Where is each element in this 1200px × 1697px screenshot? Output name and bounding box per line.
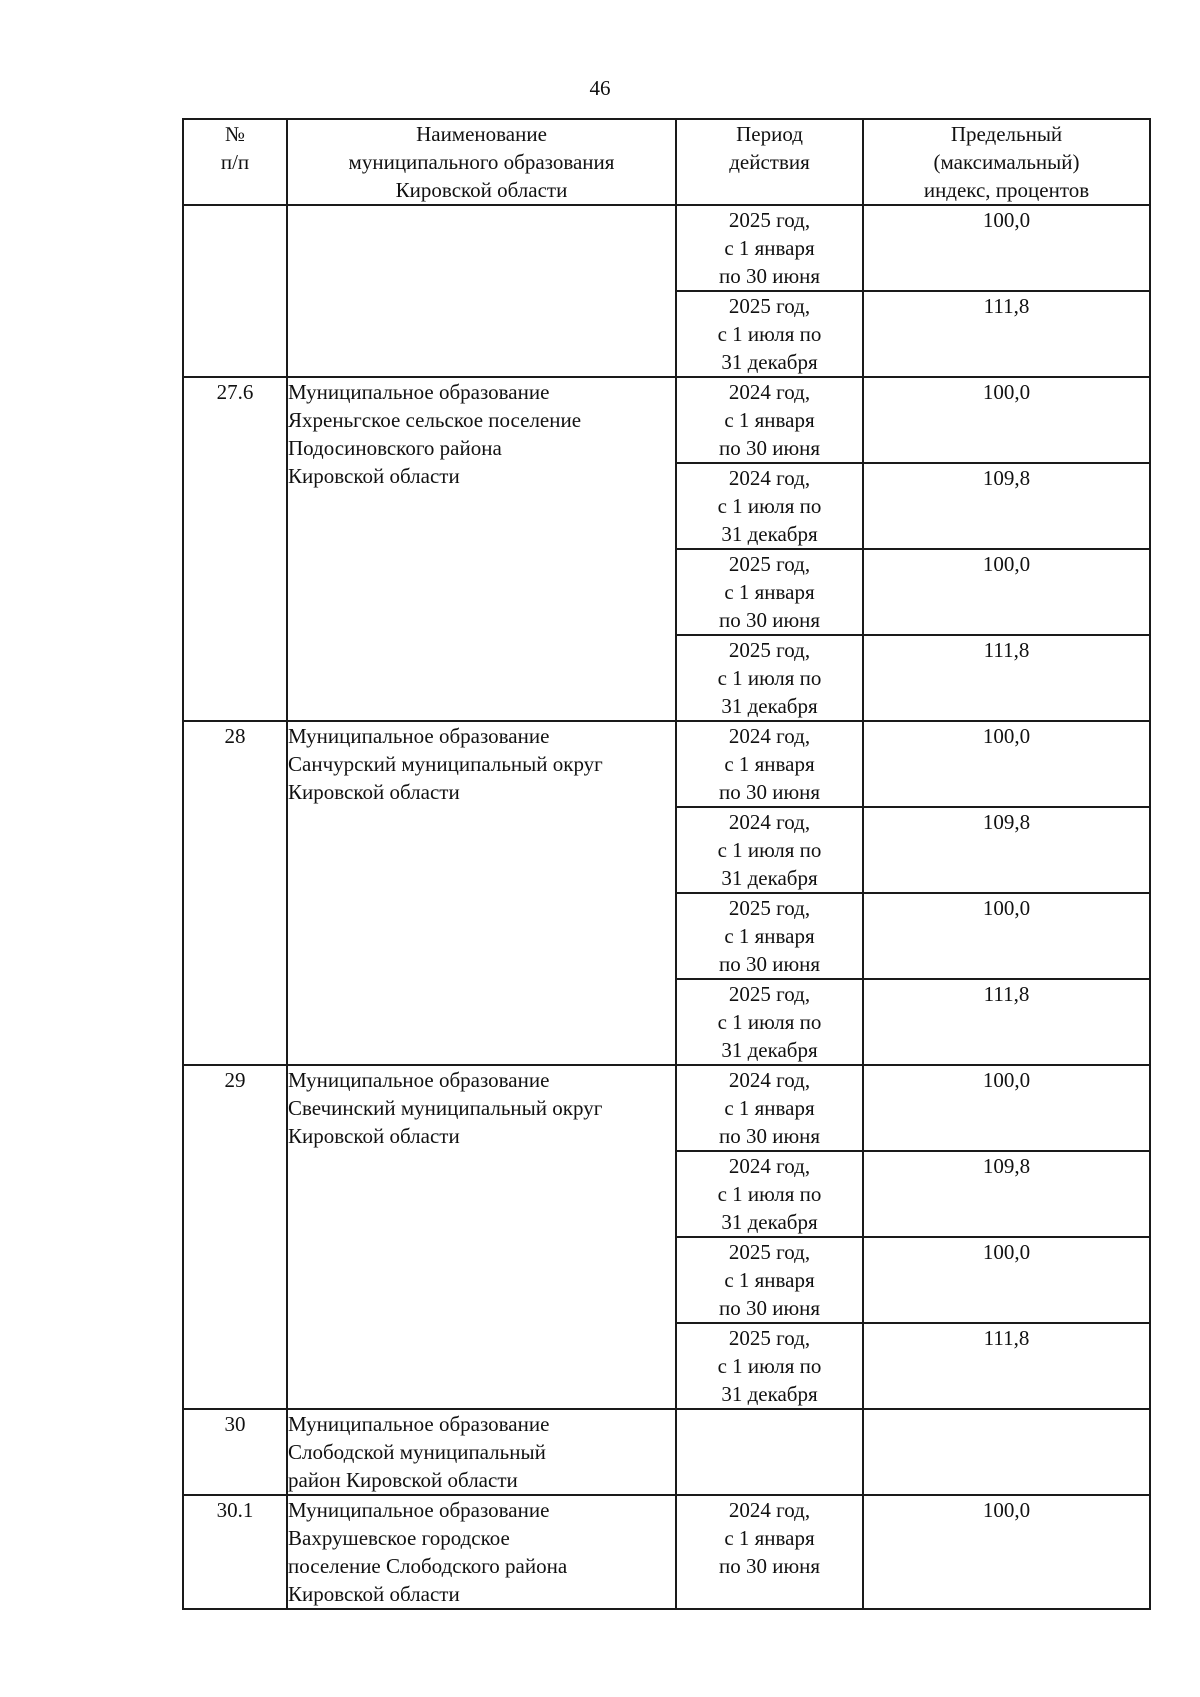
period-line: 2025 год, [728, 638, 811, 662]
period-line: 2024 год, [728, 466, 811, 490]
period-line: с 1 июля по [717, 1354, 822, 1378]
table-row [183, 1065, 1150, 1151]
table-row [183, 1495, 1150, 1609]
table-row [183, 205, 1150, 291]
municipality-name-line: Подосиновского района [288, 436, 502, 460]
period-line: по 30 июня [718, 780, 821, 804]
header-line: Предельный [950, 122, 1063, 146]
item-number: 30 [183, 1409, 287, 1495]
header-line: Кировской области [395, 178, 568, 202]
item-number [183, 205, 287, 377]
municipality-name-line: Муниципальное образование [288, 1412, 550, 1436]
period-line: с 1 января [724, 236, 815, 260]
period-line: по 30 июня [718, 608, 821, 632]
period-line: 2025 год, [728, 294, 811, 318]
period-line: с 1 января [724, 752, 815, 776]
municipality-name-line: поселение Слободского района [288, 1554, 568, 1578]
header-line: действия [729, 150, 810, 174]
municipality-name [287, 1409, 676, 1495]
period-cell [676, 807, 863, 893]
table-body [183, 205, 1150, 1609]
index-value: 100,0 [863, 721, 1150, 807]
index-value: 100,0 [863, 1065, 1150, 1151]
index-value: 111,8 [863, 291, 1150, 377]
municipality-name-line: район Кировской области [288, 1468, 518, 1492]
item-number: 28 [183, 721, 287, 1065]
period-line: 2025 год, [728, 552, 811, 576]
item-number: 27.6 [183, 377, 287, 721]
header-index [863, 119, 1150, 205]
item-number: 29 [183, 1065, 287, 1409]
header-name [287, 119, 676, 205]
period-line: с 1 июля по [717, 1010, 822, 1034]
period-line: 2024 год, [728, 380, 811, 404]
period-line: с 1 июля по [717, 838, 822, 862]
period-cell [676, 893, 863, 979]
header-line: муниципального образования [348, 150, 615, 174]
period-cell [676, 377, 863, 463]
header-number [183, 119, 287, 205]
index-table [182, 118, 1151, 1610]
period-line: 2024 год, [728, 1154, 811, 1178]
period-line: по 30 июня [718, 952, 821, 976]
index-value: 109,8 [863, 463, 1150, 549]
period-line: 2024 год, [728, 1068, 811, 1092]
index-value: 100,0 [863, 377, 1150, 463]
index-value: 100,0 [863, 549, 1150, 635]
index-value: 111,8 [863, 979, 1150, 1065]
period-line: с 1 июля по [717, 666, 822, 690]
period-line: по 30 июня [718, 1554, 821, 1578]
header-line: № [224, 122, 246, 146]
period-cell [676, 721, 863, 807]
period-cell [676, 635, 863, 721]
header-line: Наименование [416, 122, 547, 146]
period-line: 31 декабря [721, 522, 818, 546]
period-line: 2024 год, [728, 1498, 811, 1522]
period-cell [676, 549, 863, 635]
period-line: 2025 год, [728, 208, 811, 232]
index-value: 111,8 [863, 635, 1150, 721]
table-row [183, 1409, 1150, 1495]
period-cell [676, 463, 863, 549]
municipality-name [287, 205, 676, 377]
period-line: по 30 июня [718, 436, 821, 460]
index-value: 109,8 [863, 807, 1150, 893]
period-line: 31 декабря [721, 1382, 818, 1406]
period-cell [676, 1323, 863, 1409]
header-line: п/п [220, 150, 250, 174]
index-value: 111,8 [863, 1323, 1150, 1409]
header-period [676, 119, 863, 205]
index-value: 100,0 [863, 893, 1150, 979]
period-line: с 1 июля по [717, 1182, 822, 1206]
table-row [183, 721, 1150, 807]
period-line: 2025 год, [728, 1240, 811, 1264]
period-line: по 30 июня [718, 264, 821, 288]
municipality-name-line: Муниципальное образование [288, 1068, 550, 1092]
period-line: с 1 января [724, 1526, 815, 1550]
period-cell [676, 1237, 863, 1323]
index-value [863, 1409, 1150, 1495]
header-line: индекс, процентов [923, 178, 1090, 202]
period-line: 2025 год, [728, 982, 811, 1006]
municipality-name-line: Кировской области [288, 780, 460, 804]
period-cell [676, 1409, 863, 1495]
page-number: 46 [589, 76, 611, 100]
period-cell [676, 1495, 863, 1609]
period-line: 31 декабря [721, 694, 818, 718]
period-line: 31 декабря [721, 1038, 818, 1062]
municipality-name-line: Яхреньгское сельское поселение [288, 408, 582, 432]
municipality-name-line: Свечинский муниципальный округ [288, 1096, 603, 1120]
period-line: 31 декабря [721, 866, 818, 890]
period-line: 2025 год, [728, 896, 811, 920]
period-cell [676, 291, 863, 377]
municipality-name-line: Кировской области [288, 1582, 460, 1606]
period-line: с 1 июля по [717, 322, 822, 346]
municipality-name [287, 1065, 676, 1409]
period-line: с 1 января [724, 1096, 815, 1120]
municipality-name [287, 1495, 676, 1609]
municipality-name [287, 377, 676, 721]
header-line: (максимальный) [933, 150, 1080, 174]
municipality-name-line: Муниципальное образование [288, 724, 550, 748]
table-row [183, 377, 1150, 463]
period-line: по 30 июня [718, 1124, 821, 1148]
period-cell [676, 1151, 863, 1237]
municipality-name-line: Кировской области [288, 464, 460, 488]
municipality-name-line: Вахрушевское городское [288, 1526, 510, 1550]
item-number: 30.1 [183, 1495, 287, 1609]
period-line: с 1 января [724, 580, 815, 604]
index-value: 109,8 [863, 1151, 1150, 1237]
index-value: 100,0 [863, 205, 1150, 291]
period-line: 2025 год, [728, 1326, 811, 1350]
header-line: Период [736, 122, 803, 146]
period-cell [676, 205, 863, 291]
period-cell [676, 1065, 863, 1151]
period-line: 2024 год, [728, 810, 811, 834]
period-line: с 1 января [724, 408, 815, 432]
period-line: с 1 января [724, 1268, 815, 1292]
header-row [183, 119, 1150, 205]
period-line: 31 декабря [721, 350, 818, 374]
municipality-name-line: Муниципальное образование [288, 1498, 550, 1522]
municipality-name-line: Санчурский муниципальный округ [288, 752, 603, 776]
municipality-name-line: Слободской муниципальный [288, 1440, 546, 1464]
municipality-name-line: Кировской области [288, 1124, 460, 1148]
period-line: с 1 января [724, 924, 815, 948]
index-value: 100,0 [863, 1495, 1150, 1609]
period-line: 2024 год, [728, 724, 811, 748]
index-value: 100,0 [863, 1237, 1150, 1323]
period-line: по 30 июня [718, 1296, 821, 1320]
period-line: 31 декабря [721, 1210, 818, 1234]
municipality-name [287, 721, 676, 1065]
municipality-name-line: Муниципальное образование [288, 380, 550, 404]
period-cell [676, 979, 863, 1065]
period-line: с 1 июля по [717, 494, 822, 518]
